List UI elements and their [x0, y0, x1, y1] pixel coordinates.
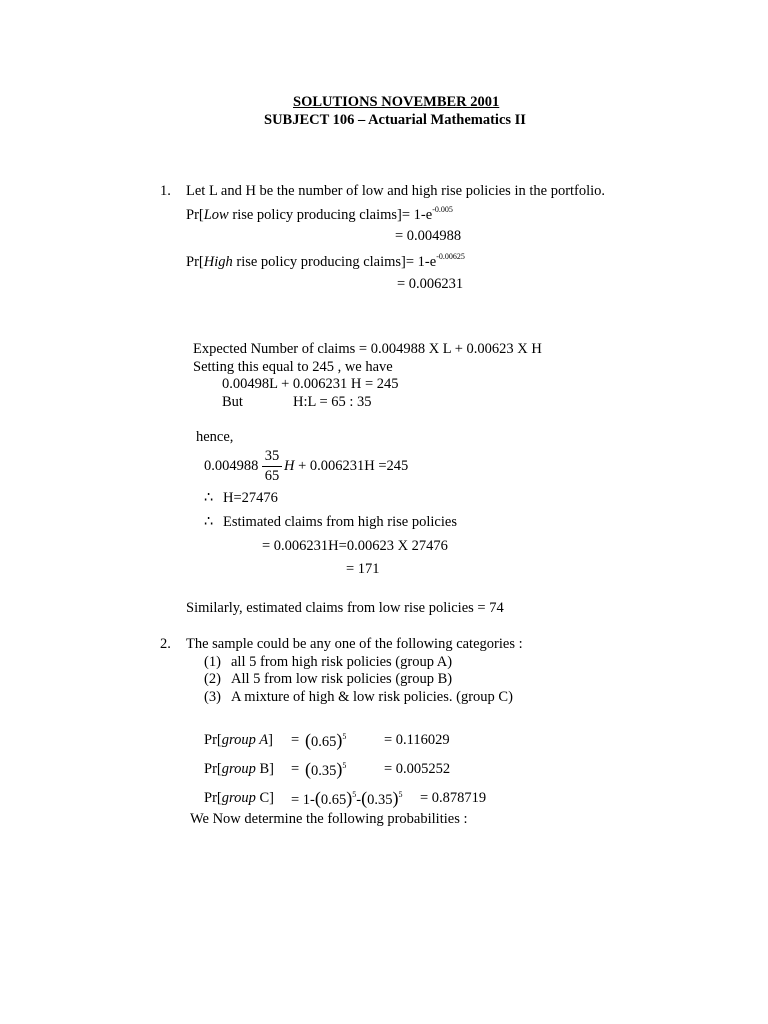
q1-estimated-high: Estimated claims from high rise policies	[223, 514, 457, 530]
q2-prob-group-a-power: $(0.65)^5$	[305, 730, 347, 750]
q1-similarly: Similarly, estimated claims from low rise policies = 74	[186, 600, 504, 616]
q1-setting-line: Setting this equal to 245 , we have	[193, 359, 393, 375]
q1-high-result: = 0.006231	[397, 276, 464, 292]
q1-high-probability: Pr[High rise policy producing claims]= $1-e^{-0.00625}$	[186, 252, 465, 270]
q2-item-3-number: (3)	[204, 689, 221, 705]
q2-number: 2.	[160, 636, 171, 652]
q2-item-3: A mixture of high & low risk policies. (group C)	[231, 689, 513, 705]
q2-prob-group-b-eq: =	[291, 761, 300, 777]
q2-prob-group-a-eq: =	[291, 732, 300, 748]
q1-number: 1.	[160, 183, 171, 199]
q1-expected-claims: Expected Number of claims = 0.004988 X L + 0.00623 X H	[193, 341, 542, 357]
therefore-symbol: ∴	[204, 514, 214, 530]
q2-prob-group-b-power: $(0.35)^5$	[305, 759, 347, 779]
q1-low-probability: Pr[Low rise policy producing claims]= $1-e^{-0.005}$	[186, 205, 453, 223]
q1-h-value: H=27476	[223, 490, 278, 506]
document-title: SOLUTIONS NOVEMBER 2001	[293, 94, 500, 110]
q1-eq2-coefficient: 0.004988	[204, 458, 259, 474]
q2-prob-group-c-expression: = $1-(0.65)^5-(0.35)^5$	[291, 788, 403, 808]
q1-hence: hence,	[196, 429, 234, 445]
q1-but-label: But	[222, 394, 243, 410]
q2-prob-group-c: Pr[group C]	[204, 790, 274, 806]
q2-item-1-number: (1)	[204, 654, 221, 670]
q2-now-determine: We Now determine the following probabilities :	[190, 811, 468, 827]
fraction-denominator: 65	[264, 467, 280, 484]
q2-prob-group-a-result: = 0.116029	[384, 732, 450, 748]
q2-prob-group-c-result: = 0.878719	[420, 790, 487, 806]
q2-intro: The sample could be any one of the following categories :	[186, 636, 523, 652]
q1-equation-1: 0.00498L + 0.006231 H = 245	[222, 376, 399, 392]
therefore-symbol: ∴	[204, 490, 214, 506]
q1-calc-1: = 0.006231H=0.00623 X 27476	[262, 538, 448, 554]
document-subtitle: SUBJECT 106 – Actuarial Mathematics II	[264, 112, 526, 128]
q2-item-2-number: (2)	[204, 671, 221, 687]
q2-prob-group-b: Pr[group B]	[204, 761, 274, 777]
q2-prob-group-a: Pr[group A]	[204, 732, 273, 748]
fraction-numerator: 35	[262, 449, 282, 467]
q1-intro: Let L and H be the number of low and high rise policies in the portfolio.	[186, 183, 606, 199]
q1-low-result: = 0.004988	[395, 228, 462, 244]
q2-prob-group-b-result: = 0.005252	[384, 761, 451, 777]
q1-eq2-rest: H + 0.006231H =245	[284, 458, 409, 474]
q1-eq2-fraction	[262, 449, 282, 483]
q1-calc-2: = 171	[346, 561, 380, 577]
q2-item-2: All 5 from low risk policies (group B)	[231, 671, 453, 687]
q2-item-1: all 5 from high risk policies (group A)	[231, 654, 453, 670]
q1-ratio: H:L = 65 : 35	[293, 394, 372, 410]
